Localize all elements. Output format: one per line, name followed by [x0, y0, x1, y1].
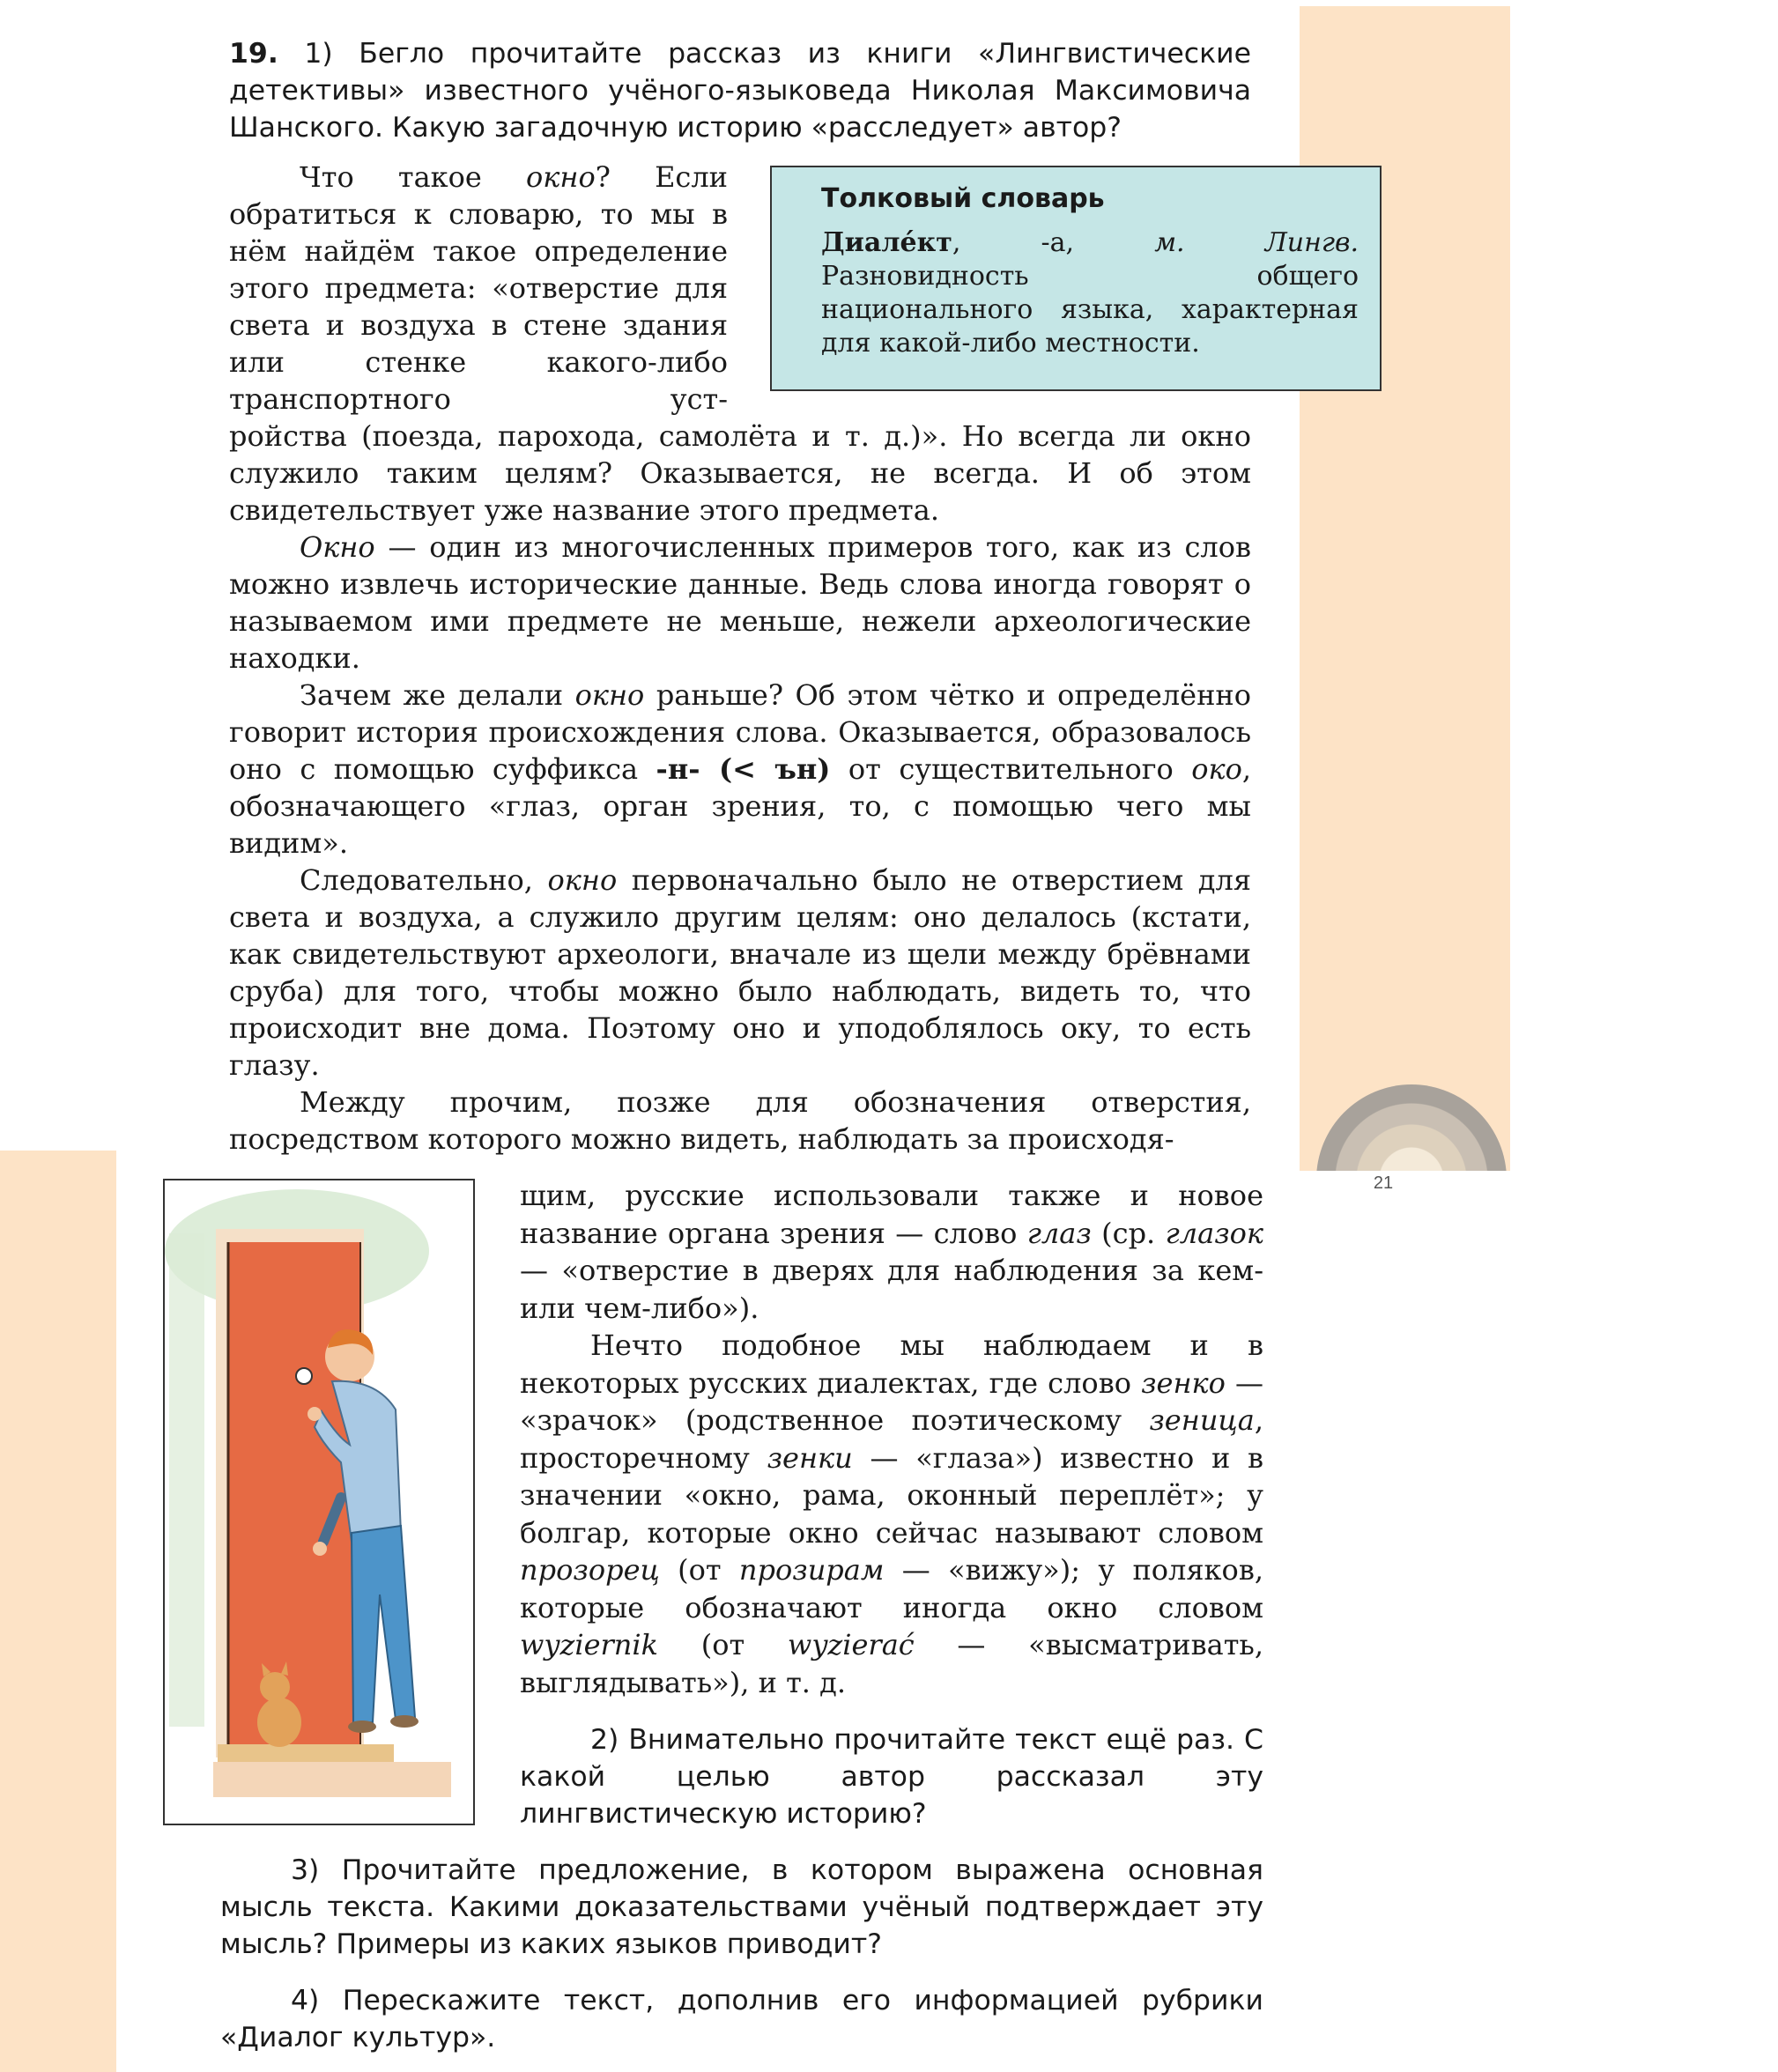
question-2: 2) Внимательно прочитайте текст ещё раз. С какой целью автор рассказал эту лингвистическую историю?	[520, 1724, 1263, 1830]
task-number: 19.	[229, 38, 278, 70]
illustration-boy-at-door	[163, 1179, 475, 1825]
page-number: 21	[1373, 1173, 1394, 1193]
story-paragraph-1-end: ройства (поезда, парохода, самолёта и т. д.)». Но всегда ли окно служило таким целям? Оказывается, не всегда. И об этом свидетельствует уже название этого предмета.	[229, 419, 1251, 527]
story-paragraph-1-start: Что такое окно? Если обратиться к словарю, то мы в нём найдём такое определение этого предмета: «отверстие для света и воздуха в стене здания или стенке какого-либо транспортного уст-	[229, 160, 729, 416]
decorative-band-left	[0, 1151, 116, 2072]
dictionary-box	[770, 166, 1382, 391]
story-paragraph-3: Зачем же делали окно раньше? Об этом чётко и определённо говорит история происхождения слова. Оказывается, образовалось оно с помощью суффикса -н- (< ън) от существительного око, обозначающего «глаз, орган зрения, то, с помощью чего мы видим».	[229, 678, 1252, 860]
task-intro	[229, 35, 1251, 146]
question-4: 4) Перескажите текст, дополнив его информацией рубрики «Диалог культур».	[220, 1985, 1263, 2054]
boy-at-door-drawing	[165, 1180, 473, 1824]
story-continued	[520, 1177, 1263, 1701]
story-paragraph-2: Окно — один из многочисленных примеров того, как из слов можно извлечь исторические данные. Ведь слова иногда говорят о называемом ими предмете не меньше, нежели археологические находки.	[229, 530, 1251, 675]
question-3: 3) Прочитайте предложение, в котором выражена основная мысль текста. Какими доказательствами учёный подтверждает эту мысль? Примеры из каких языков приводит?	[220, 1854, 1263, 1960]
story-main	[229, 418, 1251, 1158]
story-paragraph-5-end: щим, русские использовали также и новое название органа зрения — слово глаз (ср. глазок — «отверстие в дверях для наблюдения за кем- или чем-либо»).	[520, 1179, 1264, 1325]
dictionary-title: Толковый словарь	[821, 183, 1105, 214]
story-paragraph-5-start: Между прочим, позже для обозначения отверстия, посредством которого можно видеть, наблюдать за происходя-	[229, 1085, 1251, 1156]
story-paragraph-6: Нечто подобное мы наблюдаем и в некоторых русских диалектах, где слово зенко — «зрачок» (родственное поэтическому зеница, просторечному зенки — «глаза») известно и в значении «окно, рама, оконный переплёт»; у болгар, которые окно сейчас называют словом прозорец (от прозирам — «вижу»); у поляков, которые обозначают иногда окно словом wyziernik (от wyzierać — «высматривать, выглядывать»), и т. д.	[520, 1328, 1264, 1699]
task-intro-text: 1) Бегло прочитайте рассказ из книги «Лингвистические детективы» известного учёного-языковеда Николая Максимовича Шанского. Какую загадочную историю «расследует» автор?	[229, 38, 1251, 144]
story-paragraph-4: Следовательно, окно первоначально было не отверстием для света и воздуха, а служило другим целям: оно делалось (кстати, как свидетельствуют археологи, вначале из щели между брёвнами сруба) для того, чтобы можно было наблюдать, видеть то, что происходит вне дома. Поэтому оно и уподоблялось оку, то есть глазу.	[229, 863, 1252, 1082]
dictionary-entry: Диале́кт, -а, м. Лингв. Разновидность общего национального языка, характерная для какой-либо местности.	[821, 227, 1359, 359]
